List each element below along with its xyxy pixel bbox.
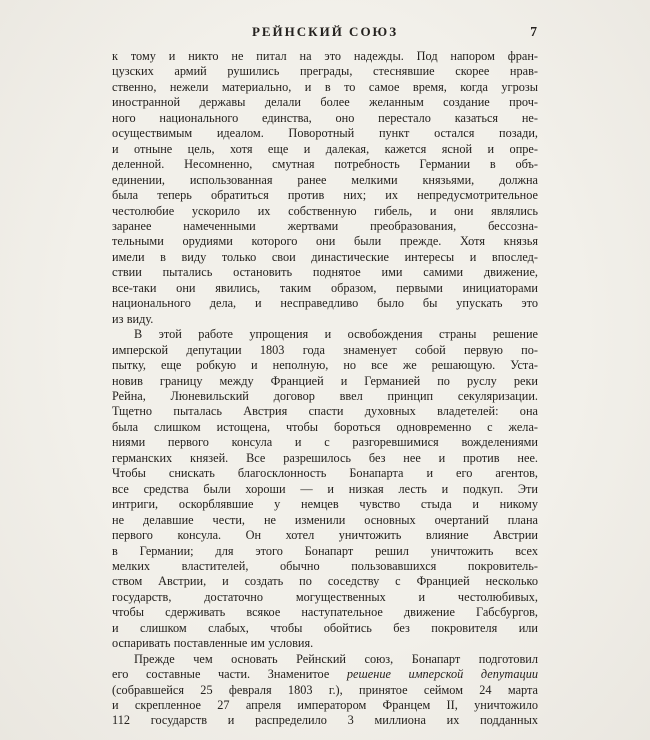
text-line: иностранной державы делали более желанным создание проч- — [112, 95, 538, 110]
body-text — [112, 49, 538, 729]
text-line: новив границу между Францией и Германией по руслу реки — [112, 373, 538, 388]
text-line: не делавшие чести, не изменили основных очертаний плана — [112, 512, 538, 527]
text-column — [112, 24, 538, 729]
paragraph — [112, 49, 538, 327]
text-line: Чтобы снискать благосклонность Бонапарта и его агентов, — [112, 466, 538, 481]
text-line: ного национального единства, оно перестало казаться не- — [112, 110, 538, 125]
text-line: имперской депутации 1803 года знаменует собой первую по- — [112, 342, 538, 357]
text-line: Прежде чем основать Рейнский союз, Бонапарт подготовил — [134, 651, 538, 666]
text-line: ством Австрии, и создать по соседству с Францией несколько — [112, 574, 538, 589]
text-line: из виду. — [112, 311, 154, 326]
text-line: чтобы сдерживать всякое наступательное движение Габсбургов, — [112, 605, 538, 620]
text-line: осуществимым идеалом. Поворотный пункт остался позади, — [112, 126, 538, 141]
text-line: 112 государств и распределило 3 миллиона их подданных — [112, 713, 538, 728]
text-line: В этой работе упрощения и освобождения страны решение — [134, 327, 538, 342]
page-header-title: РЕЙНСКИЙ СОЮЗ — [251, 24, 399, 39]
text-line: была теперь обратиться против них; их непредусмотрительное — [112, 188, 538, 203]
text-line: цузских армий рушились преграды, стеснявшие скорее нрав- — [112, 64, 538, 79]
paragraph — [112, 652, 538, 729]
text-line: имели в виду только свои династические интересы и впослед- — [112, 249, 538, 264]
text-line: и отныне цель, хотя еще и далекая, кажется ясной и опре- — [112, 141, 538, 156]
text-line: Рейна, Люневильский договор ввел принцип секуляризации. — [112, 388, 538, 403]
italic-term: решение имперской депутации — [346, 667, 538, 682]
text-line: к тому и никто не питал на это надежды. Под напором фран- — [112, 49, 538, 63]
running-head — [112, 24, 538, 40]
text-line: Тщетно пыталась Австрия спасти духовных владетелей: она — [112, 404, 538, 419]
text-line: ствии пытались остановить поднятое ими самими движение, — [112, 265, 538, 280]
page-number: 7 — [530, 24, 537, 39]
text-line: оспаривать поставленные им условия. — [112, 636, 314, 651]
text-line: первого консула. Он хотел уничтожить влияние Австрии — [112, 528, 538, 543]
text-line: национального дела, и несправедливо было бы упускать это — [112, 296, 538, 311]
text-line: пытку, еще робкую и неполную, но все же решающую. Уста- — [112, 358, 538, 373]
text-line: была слишком истощена, чтобы бороться одновременно с жела- — [112, 419, 538, 434]
text-segment: его составные части. Знаменитое — [112, 667, 347, 682]
text-line: единении, использованная ранее мелкими князьями, должна — [112, 172, 538, 187]
text-line: честолюбие ускорило их собственную гибель, и они являлись — [112, 203, 538, 218]
text-line: ственно, нежели материально, и в то самое время, когда угрозы — [112, 79, 538, 94]
text-line: все-таки они явились, таким образом, первыми инициаторами — [112, 280, 538, 295]
text-line: германских князей. Все разрешилось без нее и против нее. — [112, 450, 538, 465]
text-line: мелких властителей, обычно пользовавшихся покровитель- — [112, 558, 538, 573]
text-line: тельными орудиями которого они были прежде. Хотя князья — [112, 234, 538, 249]
text-line: заранее намеченными жертвами преобразования, бессозна- — [112, 218, 538, 233]
text-line: в Германии; для этого Бонапарт решил уничтожить всех — [112, 543, 538, 558]
text-line: деленной. Несомненно, смутная потребность Германии в объ- — [112, 157, 538, 172]
text-line: все средства были хороши — и низкая лесть и подкуп. Эти — [112, 481, 538, 496]
text-line: интриги, оскорблявшие у немцев чувство стыда и никому — [112, 497, 538, 512]
text-line: государств, достаточно могущественных и честолюбивых, — [112, 589, 538, 604]
text-line: и скрепленное 27 апреля императором Францем II, уничтожило — [112, 698, 538, 713]
text-line — [112, 667, 538, 682]
text-line: (собравшейся 25 февраля 1803 г.), принятое сеймом 24 марта — [112, 682, 538, 697]
paragraph — [112, 327, 538, 652]
text-line: ниями первого консула и с разгоревшимися вожделениями — [112, 435, 538, 450]
text-line: и слишком слабых, чтобы обойтись без покровителя или — [112, 620, 538, 635]
